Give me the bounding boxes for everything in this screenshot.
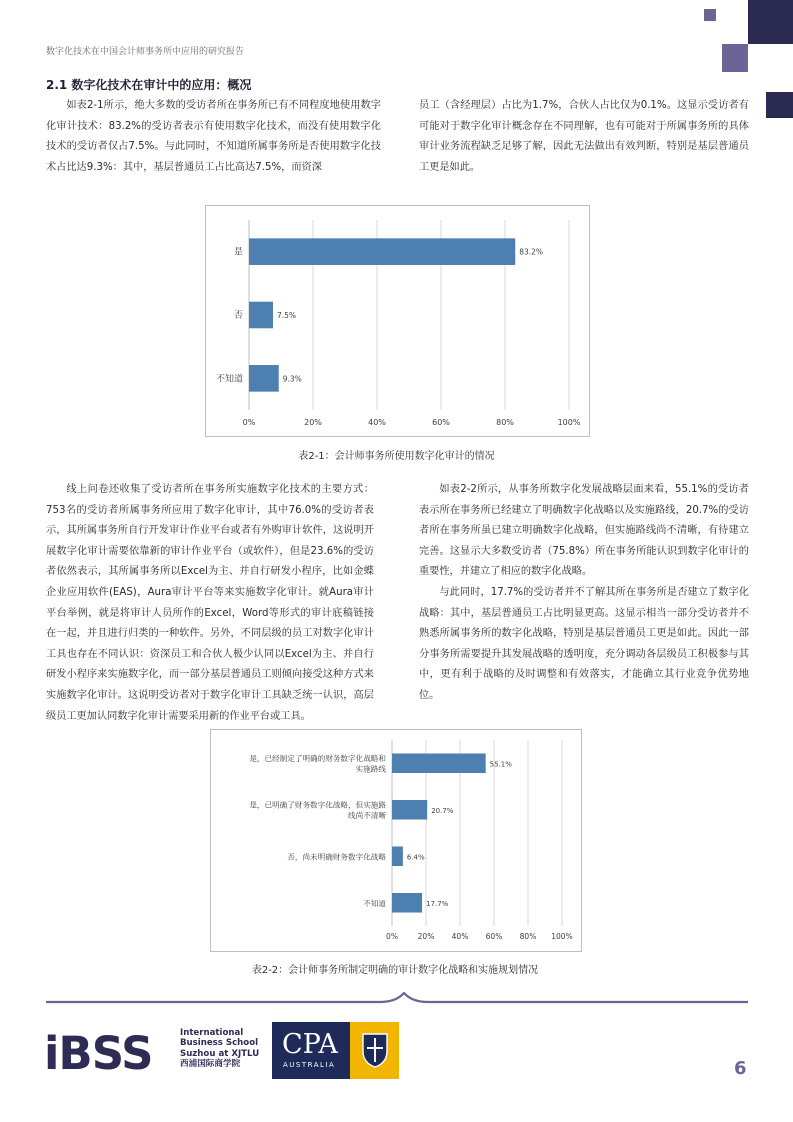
bar [249, 302, 273, 329]
category-label: 是，已经制定了明确的财务数字化战略和 [249, 753, 386, 763]
chart-2-1 [206, 206, 589, 436]
x-tick-label: 0% [242, 418, 256, 427]
x-tick-label: 60% [485, 932, 503, 941]
chart-2-2-frame [210, 729, 582, 952]
x-tick-label: 80% [496, 418, 514, 427]
logo-line: Business School [180, 1038, 259, 1049]
data-label: 55.1% [489, 760, 512, 769]
ibss-logo-text [180, 1028, 259, 1070]
data-label: 83.2% [519, 247, 544, 257]
category-label: 线尚不清晰 [348, 811, 386, 821]
x-tick-label: 20% [417, 932, 435, 941]
paragraph-top-left [46, 96, 381, 178]
section-title: 2.1 数字化技术在审计中的应用：概况 [46, 78, 252, 92]
cpa-subtitle: AUSTRALIA [283, 1061, 336, 1069]
paragraph-mid-left [46, 480, 374, 727]
category-label: 否，尚未明确财务数字化战略 [287, 852, 386, 862]
category-label: 不知道 [215, 374, 243, 385]
data-label: 9.3% [282, 374, 302, 384]
page-number: 6 [734, 1058, 747, 1079]
paragraph-text: 员工（含经理层）占比为1.7%，合伙人占比仅为0.1%。这显示受访者有可能对于数字化审计概念存在不同理解，也有可能对于所属事务所的具体审计业务流程缺乏足够了解，因此无法做出有效判断，特别是基层普通员工更是如此。 [419, 100, 749, 173]
cpa-title: CPA [282, 1029, 338, 1060]
x-tick-label: 100% [551, 932, 573, 941]
bar [392, 800, 427, 820]
paragraph-text: 如表2-2所示，从事务所数字化发展战略层面来看，55.1%的受访者表示所在事务所已经建立了明确数字化战略以及实施路线，20.7%的受访者所在事务所虽已建立明确数字化战略，但实施路线尚不清晰，有待建立完善。这显示大多数受访者（75.8%）所在事务所能认识到数字化审计的重要性，并建立了相应的数字化战略。 [419, 484, 749, 578]
x-tick-label: 20% [304, 418, 322, 427]
bar [392, 753, 486, 773]
bar [392, 893, 422, 913]
x-tick-label: 0% [386, 932, 398, 941]
x-tick-label: 40% [368, 418, 386, 427]
x-tick-label: 100% [557, 418, 581, 427]
x-tick-label: 60% [432, 418, 450, 427]
data-label: 6.4% [406, 853, 425, 862]
paragraph-top-right [419, 96, 749, 178]
running-header: 数字化技术在中国会计师事务所中应用的研究报告 [46, 47, 245, 57]
category-label: 不知道 [363, 898, 386, 908]
cpa-crest-icon [360, 1031, 390, 1069]
logo-line: International [180, 1028, 244, 1038]
logo-line: 西浦国际商学院 [180, 1059, 241, 1070]
category-label: 实施路线 [355, 764, 386, 774]
data-label: 20.7% [431, 806, 454, 815]
footer-divider [0, 992, 793, 1012]
x-tick-label: 40% [451, 932, 469, 941]
paragraph-text: 线上问卷还收集了受访者所在事务所实施数字化技术的主要方式：753名的受访者所属事务所应用了数字化审计，其中76.0%的受访者表示，其所属事务所自行开发审计作业平台或者有外购审计软件，这说明开展数字化审计需要依靠新的审计作业平台（或软件），但是23.6%的受访者依然表示，其所属事务所以Excel为主、并自行研发小程序，比如金蝶企业应用软件(EAS)，Aura审计平台等来实施数字化审计。就Aura审计平台举例，就是将审计人员所作的Excel，Word等形式的审计底稿链接在一起，并且进行归类的一种软件。另外，不同层级的员工对数字化审计工具也存在不同认识：资深员工和合伙人极少认同以Excel为主、并自行研发小程序来实施数字化，而一部分基层普通员工则倾向接受这种方式来实施数字化审计。这说明受访者对于数字化审计工具缺乏统一认识，高层级员工更加认同数字化审计需要采用新的作业平台或工具。 [46, 484, 374, 722]
bar [249, 238, 515, 265]
chart-2-1-frame [205, 205, 590, 437]
corner-decoration-navy-block [748, 0, 793, 44]
category-label: 是 [233, 247, 243, 258]
chart-2-1-caption: 表2-1：会计师事务所使用数字化审计的情况 [298, 451, 495, 462]
bar [392, 846, 403, 866]
category-label: 否 [233, 311, 243, 321]
data-label: 7.5% [277, 311, 297, 320]
ibss-logo: iBSS [44, 1027, 153, 1080]
chart-2-2 [211, 730, 581, 951]
corner-decoration-purple-block [722, 44, 748, 72]
paragraph-mid-right [419, 480, 749, 707]
data-label: 17.7% [426, 899, 449, 908]
side-tab-marker [766, 92, 793, 118]
logo-line: Suzhou at XJTLU [180, 1048, 260, 1059]
chart-2-2-caption: 表2-2：会计师事务所制定明确的审计数字化战略和实施规划情况 [251, 965, 539, 976]
bar [249, 365, 279, 392]
x-tick-label: 80% [519, 932, 537, 941]
paragraph-text: 与此同时，17.7%的受访者并不了解其所在事务所是否建立了数字化战略：其中，基层普通员工占比明显更高。这显示相当一部分受访者并不熟悉所属事务所的数字化战略，特别是基层普通员工更是如此。因此一部分事务所需要提升其发展战略的透明度，充分调动各层级员工积极参与其中，更有利于战略的及时调整和有效落实，才能确立其行业竞争优势地位。 [419, 586, 749, 701]
corner-decoration-small-square [704, 9, 716, 21]
category-label: 是，已明确了财务数字化战略，但实施路 [249, 800, 386, 810]
paragraph-text: 如表2-1所示，绝大多数的受访者所在事务所已有不同程度地使用数字化审计技术：83.2%的受访者表示有使用数字化技术，而没有使用数字化技术的受访者仅占7.5%。与此同时，不知道所属事务所是否使用数字化技术占比达9.3%：其中，基层普通员工占比高达7.5%，而资深 [46, 100, 381, 173]
